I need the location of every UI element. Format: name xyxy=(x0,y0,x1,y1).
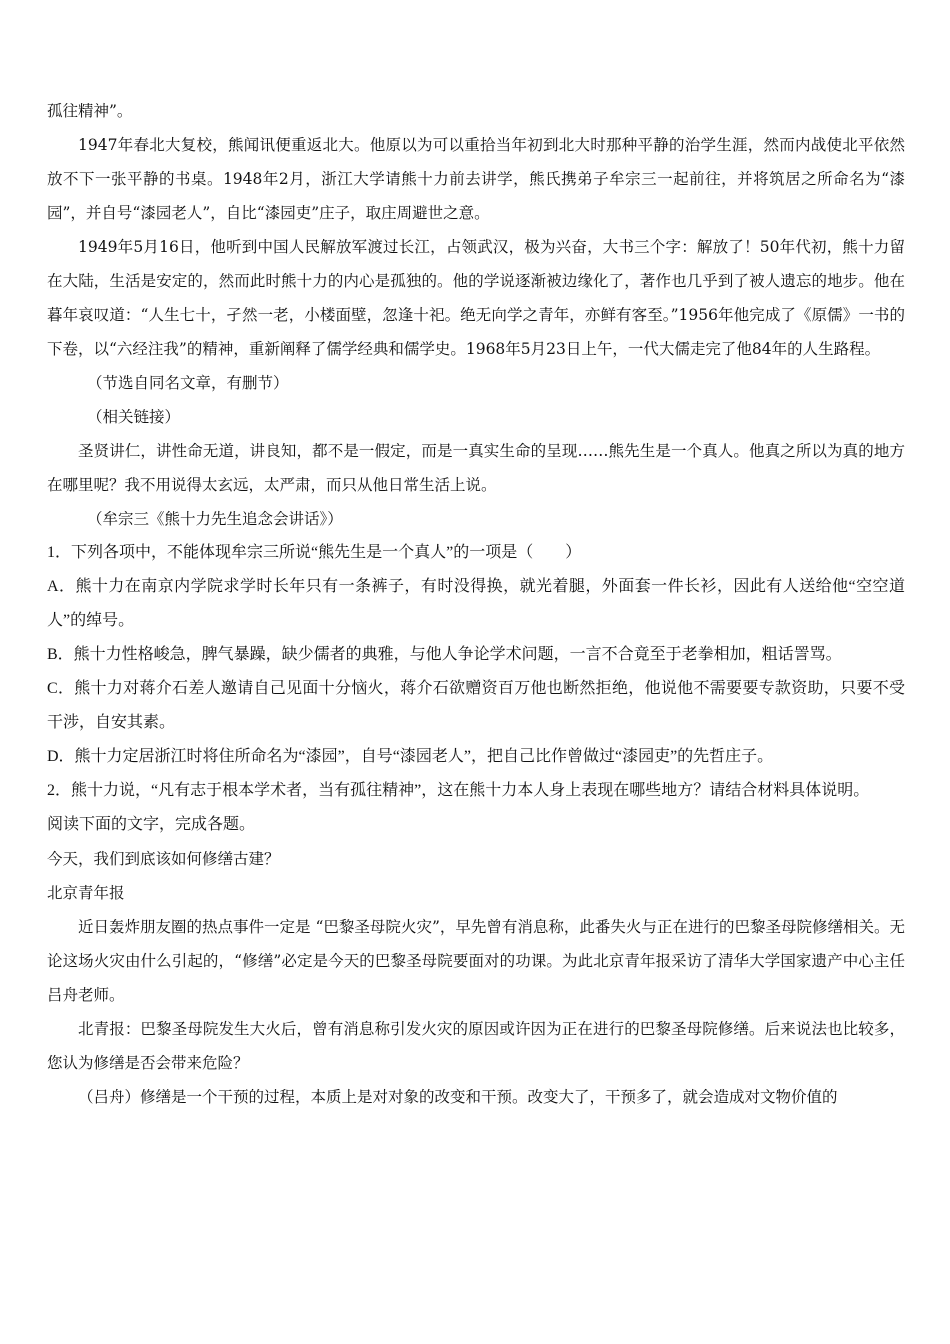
option-a: A．熊十力在南京内学院求学时长年只有一条裤子，有时没得换，就光着腿，外面套一件长衫，因此有人送给他“空空道人”的绰号。 xyxy=(47,578,905,629)
related-link-heading: （相关链接） xyxy=(87,408,181,426)
article-paragraph-2: 北青报：巴黎圣母院发生大火后，曾有消息称引发火灾的原因或许因为正在进行的巴黎圣母院修缮。后来说法也比较多，您认为修缮是否会带来危险？ xyxy=(47,1020,905,1072)
paragraph-continuation: 孤往精神”。 xyxy=(47,102,133,120)
article-paragraph-1: 近日轰炸朋友圈的热点事件一定是 “巴黎圣母院火灾”，早先曾有消息称，此番失火与正在进行的巴黎圣母院修缮相关。无论这场火灾由什么引起的，“修缮”必定是今天的巴黎圣母院要面对的功课。为此北京青年报采访了清华大学国家遗产中心主任吕舟老师。 xyxy=(47,918,905,1004)
source-note: （节选自同名文章，有删节） xyxy=(87,374,289,392)
article-title: 今天，我们到底该如何修缮古建？ xyxy=(47,850,280,868)
related-link-source: （牟宗三《熊十力先生追念会讲话》） xyxy=(87,510,343,528)
paragraph-1947: 1947年春北大复校，熊闻讯便重返北大。他原以为可以重拾当年初到北大时那种平静的治学生涯，然而内战使北平依然放不下一张平静的书桌。1948年2月，浙江大学请熊十力前去讲学，熊氏携弟子牟宗三一起前往，并将筑居之所命名为“漆园”，并自号“漆园老人”，自比“漆园吏”庄子，取庄周避世之意。 xyxy=(47,136,905,222)
paragraph-1949: 1949年5月16日，他听到中国人民解放军渡过长江，占领武汉，极为兴奋，大书三个字：解放了！50年代初，熊十力留在大陆，生活是安定的，然而此时熊十力的内心是孤独的。他的学说逐渐被边缘化了，著作也几乎到了被人遗忘的地步。他在暮年哀叹道：“人生七十，孑然一老，小楼面壁，忽逢十祀。绝无向学之青年，亦鲜有客至。”1956年他完成了《原儒》一书的下卷，以“六经注我”的精神，重新阐释了儒学经典和儒学史。1968年5月23日上午，一代大儒走完了他84年的人生路程。 xyxy=(47,238,905,358)
option-c: C．熊十力对蒋介石差人邀请自己见面十分恼火，蒋介石欲赠资百万他也断然拒绝，他说他不需要要专款资助，只要不受干涉，自安其素。 xyxy=(47,680,905,731)
option-b: B．熊十力性格峻急，脾气暴躁，缺少儒者的典雅，与他人争论学术问题，一言不合竟至于老拳相加，粗话詈骂。 xyxy=(47,646,842,663)
article-paragraph-3: （吕舟）修缮是一个干预的过程，本质上是对对象的改变和干预。改变大了，干预多了，就会造成对文物价值的 xyxy=(78,1088,838,1106)
question-1: 1．下列各项中，不能体现牟宗三所说“熊先生是一个真人”的一项是（ ） xyxy=(47,544,582,561)
document-body xyxy=(47,94,905,1114)
option-d: D．熊十力定居浙江时将住所命名为“漆园”，自号“漆园老人”，把自己比作曾做过“漆园吏”的先哲庄子。 xyxy=(47,748,774,765)
question-2: 2．熊十力说，“凡有志于根本学术者，当有孤往精神”，这在熊十力本人身上表现在哪些地方？请结合材料具体说明。 xyxy=(47,782,870,799)
reading-instruction: 阅读下面的文字，完成各题。 xyxy=(47,816,256,833)
related-link-text: 圣贤讲仁，讲性命无道，讲良知，都不是一假定，而是一真实生命的呈现……熊先生是一个真人。他真之所以为真的地方在哪里呢？我不用说得太玄远，太严肃，而只从他日常生活上说。 xyxy=(47,442,905,494)
article-source: 北京青年报 xyxy=(47,884,125,902)
